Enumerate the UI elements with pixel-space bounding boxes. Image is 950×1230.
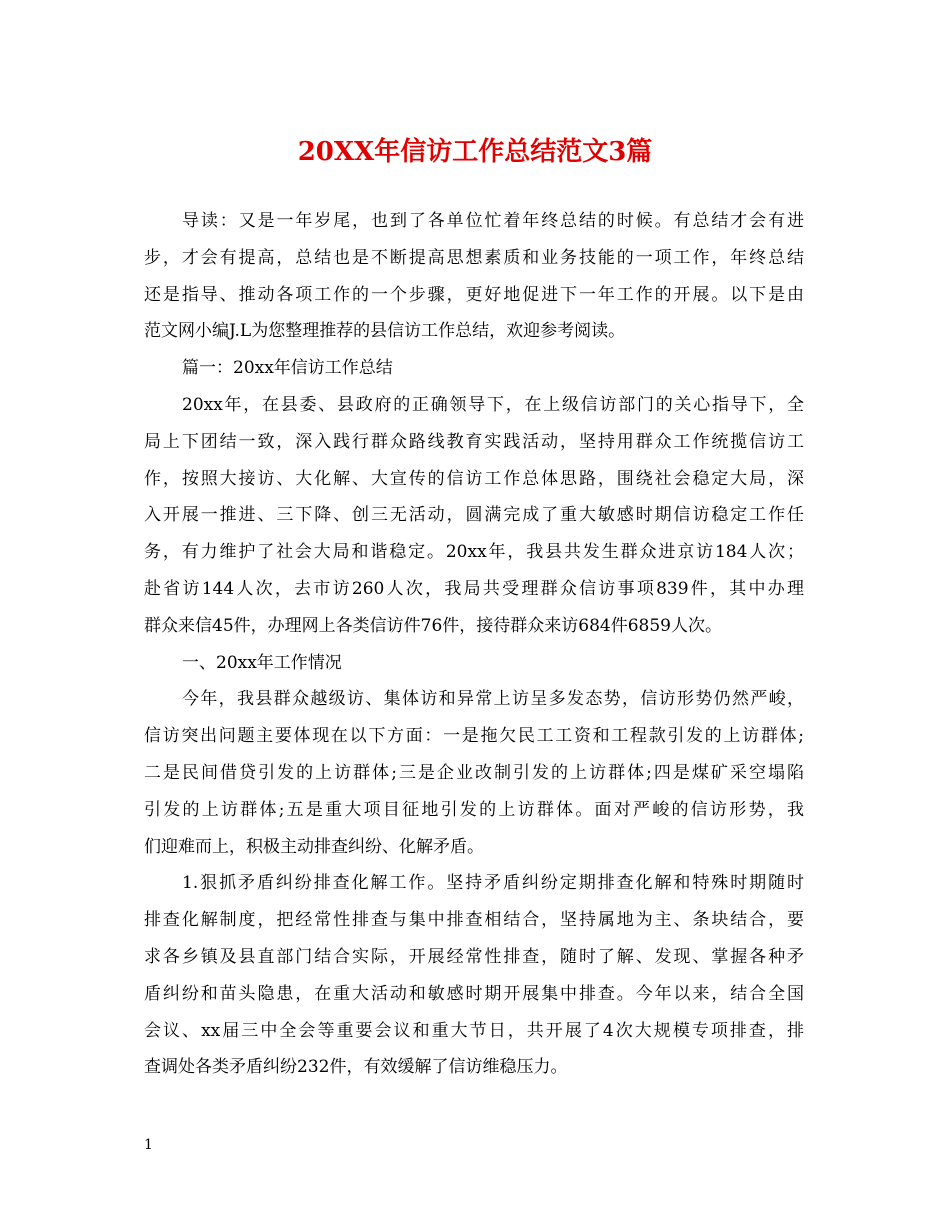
text-line: 作，按照大接访、大化解、大宣传的信访工作总体思路，围绕社会稳定大局，深 [144, 468, 804, 489]
text-line: 步，才会有提高，总结也是不断提高思想素质和业务技能的一项工作，年终总结 [144, 247, 804, 268]
text-line: 范文网小编J.L为您整理推荐的县信访工作总结，欢迎参考阅读。 [144, 321, 626, 342]
text-line: 会议、xx届三中全会等重要会议和重大节日，共开展了4次大规模专项排查，排 [144, 1020, 804, 1041]
text-line: 导读：又是一年岁尾，也到了各单位忙着年终总结的时候。有总结才会有进 [182, 211, 804, 231]
text-line: 赴省访144人次，去市访260人次，我局共受理群众信访事项839件，其中办理 [144, 578, 804, 599]
text-line: 务，有力维护了社会大局和谐稳定。20xx年，我县共发生群众进京访184人次； [144, 542, 804, 563]
document-body [144, 203, 804, 1086]
text-line: 今年，我县群众越级访、集体访和异常上访呈多发态势，信访形势仍然严峻， [182, 689, 804, 710]
page-number: 1 [144, 1137, 153, 1153]
section-heading: 篇一：20xx年信访工作总结 [182, 358, 393, 379]
text-line: 入开展一推进、三下降、创三无活动，圆满完成了重大敏感时期信访稳定工作任 [144, 505, 804, 526]
text-line: 群众来信45件，办理网上各类信访件76件，接待群众来访684件6859人次。 [144, 615, 722, 636]
text-line: 信访突出问题主要体现在以下方面：一是拖欠民工工资和工程款引发的上访群体; [144, 726, 804, 747]
document-title: 20XX年信访工作总结范文3篇 [297, 137, 653, 167]
text-line: 20xx年，在县委、县政府的正确领导下，在上级信访部门的关心指导下，全 [182, 394, 804, 415]
text-line: 查调处各类矛盾纠纷232件，有效缓解了信访维稳压力。 [144, 1057, 568, 1078]
text-line: 二是民间借贷引发的上访群体;三是企业改制引发的上访群体;四是煤矿采空塌陷 [144, 762, 804, 783]
section-heading: 一、20xx年工作情况 [182, 652, 342, 673]
text-line: 局上下团结一致，深入践行群众路线教育实践活动，坚持用群众工作统揽信访工 [144, 431, 804, 452]
text-line: 求各乡镇及县直部门结合实际，开展经常性排查，随时了解、发现、掌握各种矛 [144, 946, 804, 967]
text-line: 还是指导、推动各项工作的一个步骤，更好地促进下一年工作的开展。以下是由 [144, 284, 804, 305]
text-line: 们迎难而上，积极主动排查纠纷、化解矛盾。 [144, 836, 484, 857]
text-line: 引发的上访群体;五是重大项目征地引发的上访群体。面对严峻的信访形势，我 [144, 799, 804, 820]
text-line: 1.狠抓矛盾纠纷排查化解工作。坚持矛盾纠纷定期排查化解和特殊时期随时 [182, 873, 804, 894]
text-line: 排查化解制度，把经常性排查与集中排查相结合，坚持属地为主、条块结合，要 [144, 910, 804, 931]
text-line: 盾纠纷和苗头隐患，在重大活动和敏感时期开展集中排查。今年以来，结合全国 [144, 983, 804, 1004]
